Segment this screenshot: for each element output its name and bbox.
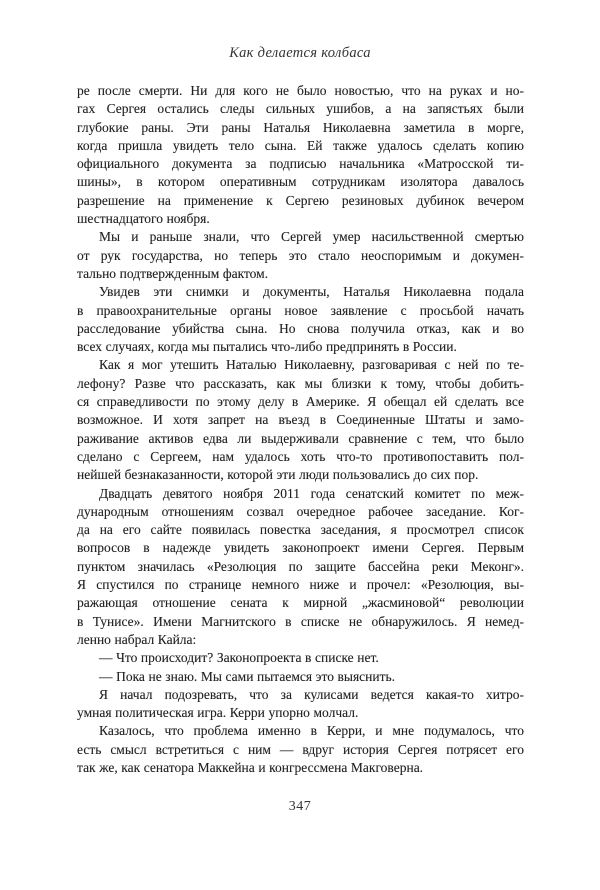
text-line: ленно набрал Кайла: [77, 631, 197, 647]
text-line: шины», в котором оперативным сотрудникам изолятора давалось [77, 174, 524, 190]
text-line: всех случаях, когда мы пытались что-либо предпринять в России. [77, 339, 457, 355]
text-line: ражающая отношение сената к мирной „жасминовой“ революции [77, 595, 524, 611]
text-line: расследование убийства сына. Но снова получила отказ, как и во [77, 320, 524, 336]
text-line: разрешение на применение к Сергею резиновых дубинок вечером [77, 192, 524, 208]
text-line: глубокие раны. Эти раны Наталья Николаевна заметила в морге, [77, 119, 524, 135]
text-line: Казалось, что проблема именно в Керри, и мне подумалось, что [99, 723, 524, 739]
text-line: ре после смерти. Ни для кого не было новостью, что на руках и но- [77, 83, 524, 98]
text-line: да на его сайте появилась повестка заседания, я просмотрел список [77, 522, 524, 538]
text-line: умная политическая игра. Керри упорно молчал. [77, 705, 359, 721]
text-line: раживание активов едва ли выдерживали сравнение с тем, что было [77, 430, 524, 446]
text-line: когда пришла увидеть тело сына. Ей также удалось сделать копию [77, 137, 524, 153]
text-line: вопросов в надежде увидеть законопроект имени Сергея. Первым [77, 540, 524, 556]
text-line: пунктом значилась «Резолюция по защите бассейна реки Меконг». [77, 558, 524, 574]
running-title: Как делается колбаса [229, 45, 371, 61]
text-line: Я спустился по странице немного ниже и прочел: «Резолюция, вы- [77, 577, 524, 593]
text-line: гах Сергея остались следы сильных ушибов, а на запястьях были [77, 101, 524, 117]
text-line: — Что происходит? Законопроекта в списке нет. [99, 650, 379, 666]
text-line: есть смысл встретиться с ним — вдруг история Сергея потрясет его [77, 741, 524, 757]
body-text [77, 82, 524, 777]
text-line: — Пока не знаю. Мы сами пытаемся это выяснить. [99, 668, 396, 684]
text-line: дународным отношениям созвал очередное рабочее заседание. Ког- [77, 503, 524, 519]
text-line: ся справедливости по этому делу в Америке. Я обещал ей сделать все [77, 394, 524, 410]
text-line: шестнадцатого ноября. [77, 211, 210, 227]
text-line: Увидев эти снимки и документы, Наталья Николаевна подала [99, 284, 524, 300]
text-line: официального документа за подписью начальника «Матросской ти- [77, 156, 524, 172]
text-line: тально подтвержденным фактом. [77, 265, 269, 281]
text-line: от рук государства, но теперь это стало неоспоримым и докумен- [77, 247, 524, 263]
text-line: лефону? Разве что рассказать, как мы близки к тому, чтобы добить- [77, 375, 524, 391]
text-line: сделано с Сергеем, нам удалось хоть что-то противопоставить пол- [77, 448, 524, 464]
text-line: Я начал подозревать, что за кулисами ведется какая-то хитро- [99, 686, 524, 702]
text-line: Как я мог утешить Наталью Николаевну, разговаривая с ней по те- [99, 357, 524, 373]
page-number: 347 [288, 799, 312, 814]
text-line: Мы и раньше знали, что Сергей умер насильственной смертью [99, 229, 524, 245]
text-line: нейшей безнаказанности, которой эти люди пользовались до сих пор. [77, 467, 479, 483]
text-line: возможное. И хотя запрет на въезд в Соединенные Штаты и замо- [77, 412, 524, 428]
text-line: Двадцать девятого ноября 2011 года сенатский комитет по меж- [99, 485, 524, 501]
text-line: так же, как сенатора Маккейна и конгрессмена Макговерна. [77, 759, 424, 775]
text-line: в правоохранительные органы новое заявление с просьбой начать [77, 302, 524, 318]
text-line: в Тунисе». Имени Магнитского в списке не обнаружилось. Я немед- [77, 613, 524, 629]
